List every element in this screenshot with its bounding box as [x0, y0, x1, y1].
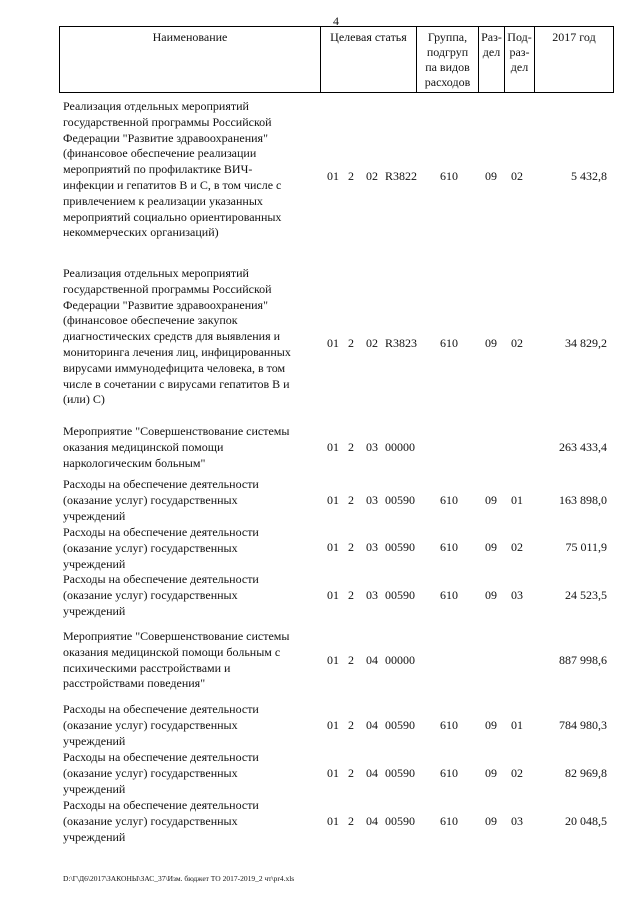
amount-2017: 82 969,8: [565, 766, 607, 780]
row-name: Расходы на обеспечение деятельности (оказание услуг) государственных учреждений: [63, 750, 259, 796]
code-event: 03: [366, 493, 378, 507]
code-event: 03: [366, 540, 378, 554]
row-name: Реализация отдельных мероприятий государственной программы Российской Федерации "Развитие здравоохранения" (финансовое обеспечение закупок диагностических средств для выявления и мониторинга лечения лиц, инфицированных вирусами иммунодефицита человека, в том числе в сочетании с вирусами гепатитов В и (или) С): [63, 266, 291, 407]
expense-group: 610: [440, 169, 458, 183]
code-subprogram: 2: [348, 814, 354, 828]
code-event: 04: [366, 718, 378, 732]
code-program: 01: [327, 718, 339, 732]
amount-2017: 5 432,8: [571, 169, 607, 183]
amount-2017: 75 011,9: [565, 540, 607, 554]
header-target-article: Целевая статья: [321, 27, 417, 92]
header-subsection: Под- раз- дел: [505, 27, 535, 92]
amount-2017: 163 898,0: [559, 493, 607, 507]
code-program: 01: [327, 336, 339, 350]
section-code: 09: [485, 588, 497, 602]
code-event: 02: [366, 169, 378, 183]
code-event: 04: [366, 766, 378, 780]
code-program: 01: [327, 169, 339, 183]
code-subprogram: 2: [348, 766, 354, 780]
row-name: Мероприятие "Совершенствование системы оказания медицинской помощи наркологическим больным": [63, 424, 290, 470]
header-year: 2017 год: [552, 30, 596, 44]
expense-group: 610: [440, 588, 458, 602]
section-code: 09: [485, 169, 497, 183]
section-code: 09: [485, 814, 497, 828]
row-name: Расходы на обеспечение деятельности (оказание услуг) государственных учреждений: [63, 525, 259, 571]
code-event: 04: [366, 814, 378, 828]
subsection-code: 03: [511, 814, 523, 828]
code-event: 03: [366, 588, 378, 602]
code-program: 01: [327, 653, 339, 667]
code-program: 01: [327, 814, 339, 828]
section-code: 09: [485, 540, 497, 554]
subsection-code: 02: [511, 540, 523, 554]
code-direction: 00590: [385, 814, 415, 828]
code-direction: 00590: [385, 718, 415, 732]
code-program: 01: [327, 440, 339, 454]
page-number: 4: [333, 14, 339, 28]
header-section: Раз- дел: [479, 27, 505, 92]
subsection-code: 02: [511, 169, 523, 183]
section-code: 09: [485, 766, 497, 780]
expense-group: 610: [440, 814, 458, 828]
subsection-code: 02: [511, 336, 523, 350]
code-subprogram: 2: [348, 169, 354, 183]
code-direction: 00590: [385, 540, 415, 554]
subsection-code: 01: [511, 493, 523, 507]
amount-2017: 24 523,5: [565, 588, 607, 602]
row-name: Расходы на обеспечение деятельности (оказание услуг) государственных учреждений: [63, 798, 259, 844]
code-subprogram: 2: [348, 588, 354, 602]
amount-2017: 20 048,5: [565, 814, 607, 828]
amount-2017: 263 433,4: [559, 440, 607, 454]
code-direction: R3822: [385, 169, 418, 183]
code-subprogram: 2: [348, 540, 354, 554]
code-subprogram: 2: [348, 493, 354, 507]
code-direction: 00590: [385, 588, 415, 602]
code-event: 02: [366, 336, 378, 350]
subsection-code: 03: [511, 588, 523, 602]
code-direction: R3823: [385, 336, 418, 350]
expense-group: 610: [440, 540, 458, 554]
section-code: 09: [485, 493, 497, 507]
code-event: 04: [366, 653, 378, 667]
code-program: 01: [327, 493, 339, 507]
header-name: Наименование: [60, 27, 321, 92]
header-group: Группа, подгруп па видов расходов: [417, 27, 479, 92]
code-event: 03: [366, 440, 378, 454]
expense-group: 610: [440, 718, 458, 732]
amount-2017: 784 980,3: [559, 718, 607, 732]
code-subprogram: 2: [348, 336, 354, 350]
code-subprogram: 2: [348, 653, 354, 667]
row-name: Реализация отдельных мероприятий государственной программы Российской Федерации "Развитие здравоохранения" (финансовое обеспечение реализации мероприятий по профилактике ВИЧ- инфекции и гепатитов В и С, в том числе с привлечением к реализации указанных мероприятий социально ориентированных некоммерческих организаций): [63, 99, 282, 240]
row-name: Расходы на обеспечение деятельности (оказание услуг) государственных учреждений: [63, 477, 259, 523]
subsection-code: 02: [511, 766, 523, 780]
expense-group: 610: [440, 766, 458, 780]
code-direction: 00000: [385, 440, 415, 454]
section-code: 09: [485, 336, 497, 350]
expense-group: 610: [440, 336, 458, 350]
code-direction: 00000: [385, 653, 415, 667]
code-direction: 00590: [385, 493, 415, 507]
code-program: 01: [327, 766, 339, 780]
expense-group: 610: [440, 493, 458, 507]
subsection-code: 01: [511, 718, 523, 732]
code-subprogram: 2: [348, 718, 354, 732]
code-subprogram: 2: [348, 440, 354, 454]
code-program: 01: [327, 588, 339, 602]
amount-2017: 887 998,6: [559, 653, 607, 667]
code-direction: 00590: [385, 766, 415, 780]
file-path-footer: D:\Г\Д6\2017\ЗАКОНЫ\ЗАС_37\Изм. бюджет ТО 2017-2019_2 чт\pr4.xls: [63, 874, 295, 883]
row-name: Расходы на обеспечение деятельности (оказание услуг) государственных учреждений: [63, 702, 259, 748]
row-name: Мероприятие "Совершенствование системы оказания медицинской помощи больным с психическими расстройствами и расстройствами поведения": [63, 629, 290, 691]
code-program: 01: [327, 540, 339, 554]
row-name: Расходы на обеспечение деятельности (оказание услуг) государственных учреждений: [63, 572, 259, 618]
amount-2017: 34 829,2: [565, 336, 607, 350]
table-header: [59, 26, 614, 93]
section-code: 09: [485, 718, 497, 732]
